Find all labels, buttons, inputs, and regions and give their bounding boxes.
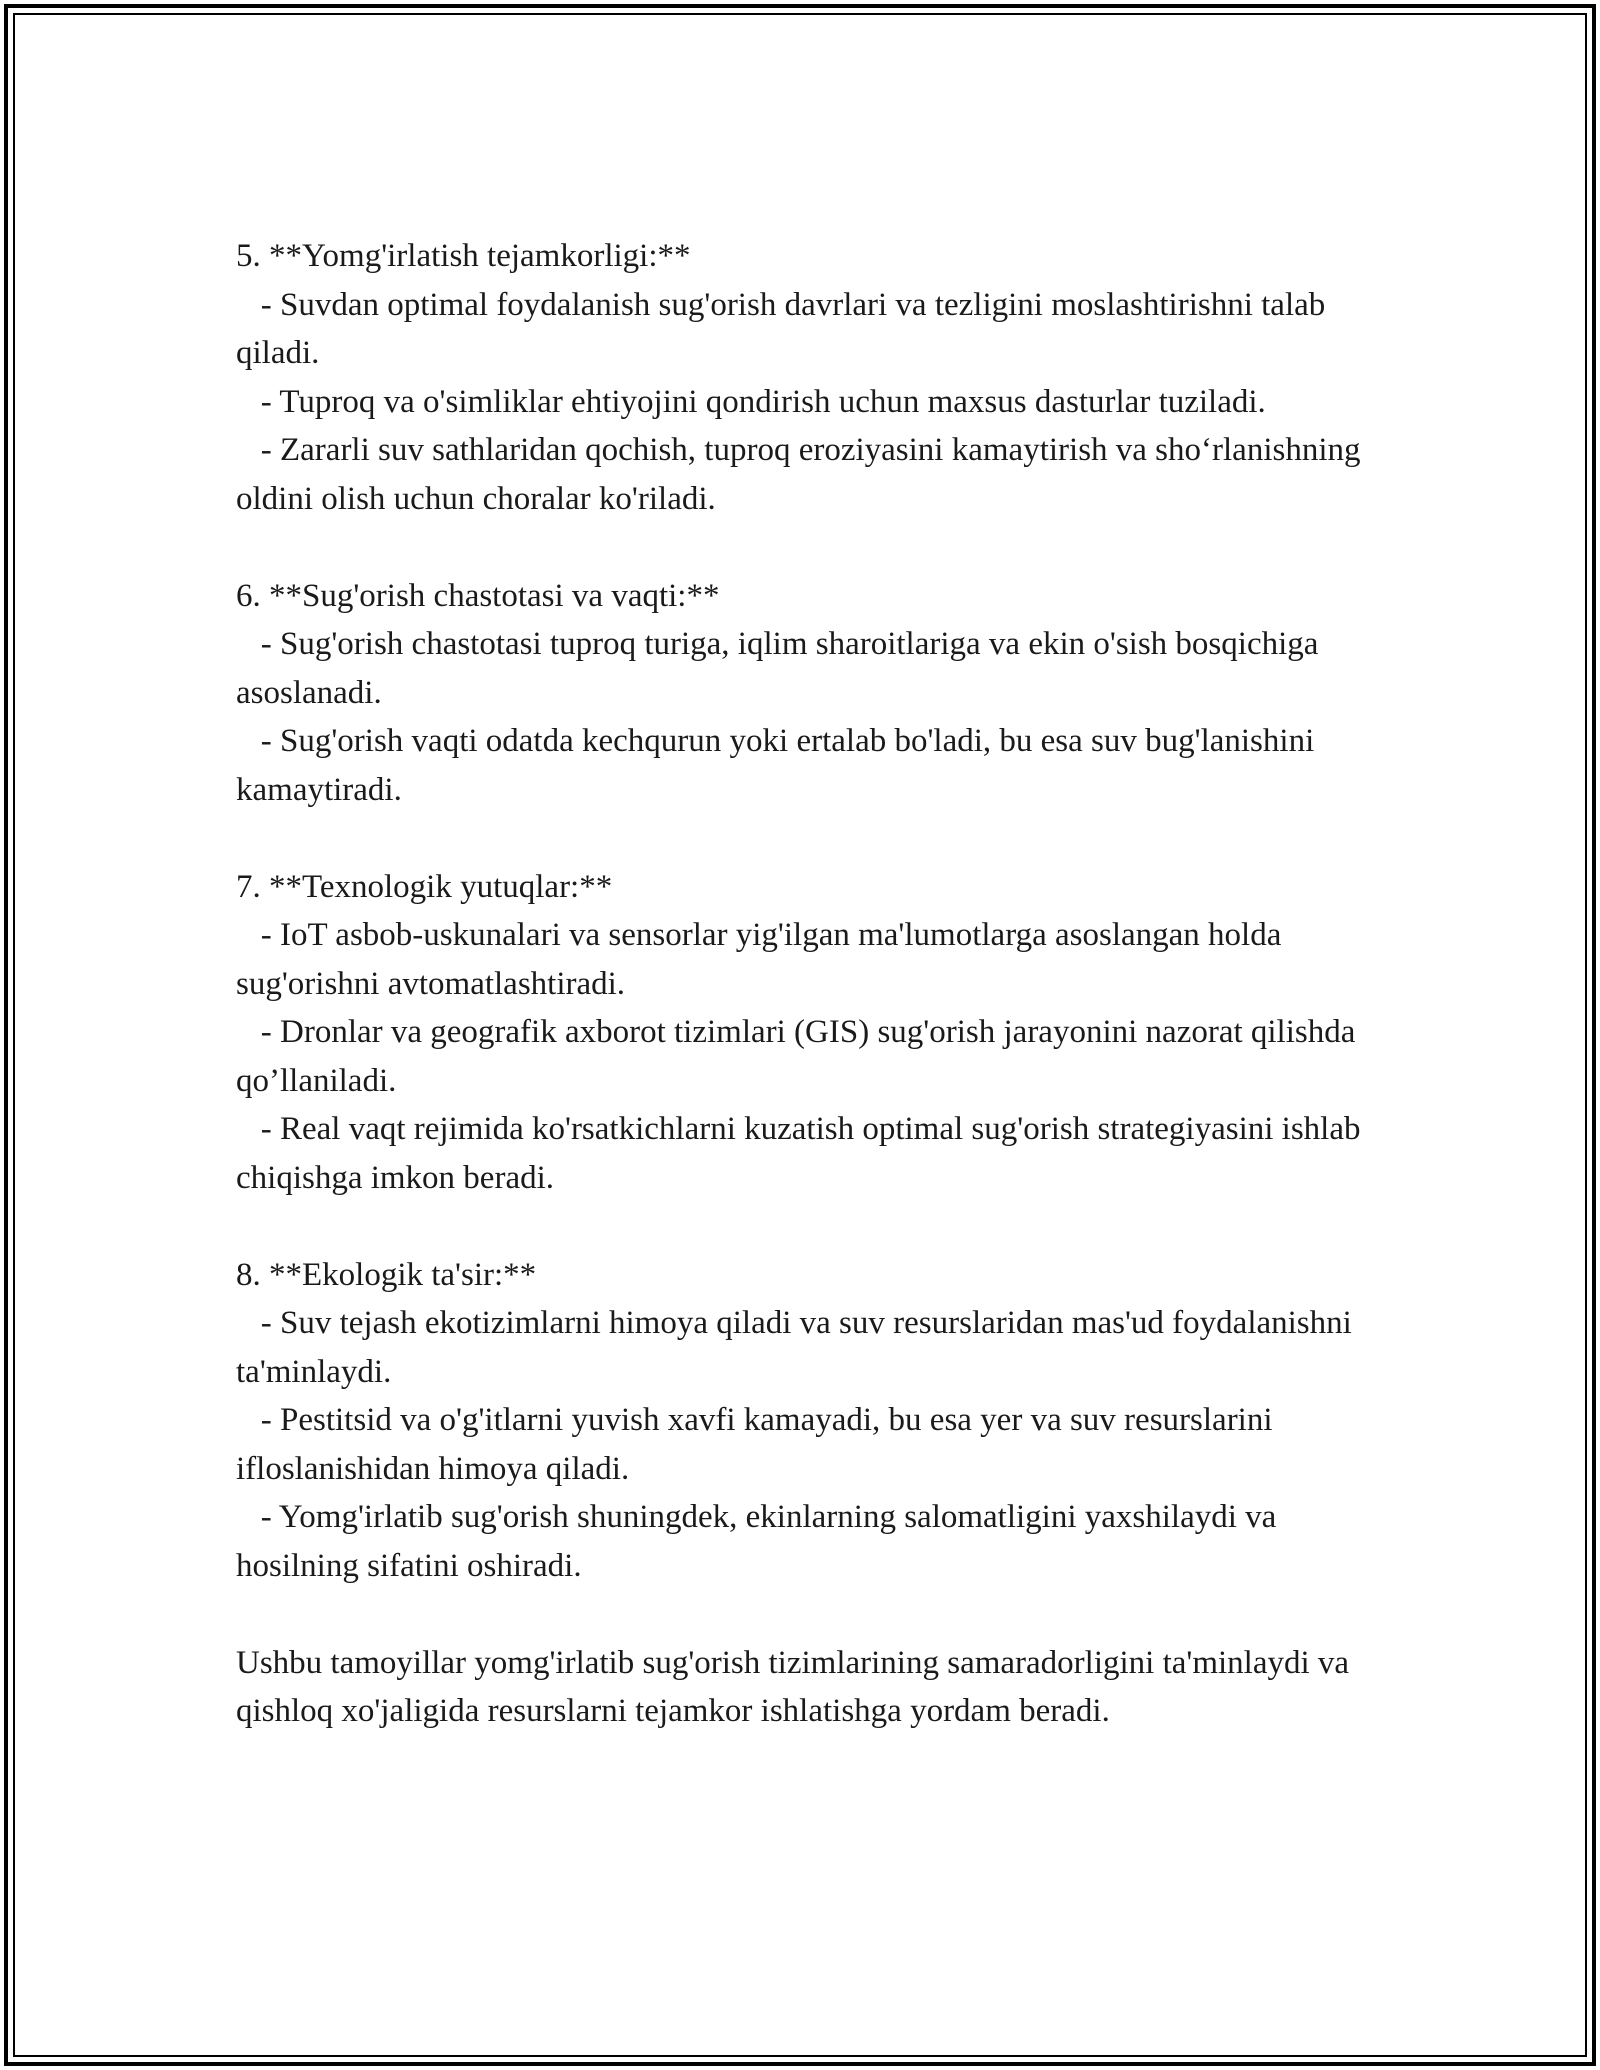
- section-7: [236, 863, 1396, 1203]
- bullet-item: - Real vaqt rejimida ko'rsatkichlarni kuzatish optimal sug'orish strategiyasini ishlab chiqishga imkon beradi.: [236, 1111, 1361, 1196]
- section-heading: 5. **Yomg'irlatish tejamkorligi:**: [236, 238, 691, 274]
- section-6: [236, 572, 1396, 815]
- bullet-item: - Suv tejash ekotizimlarni himoya qiladi va suv resurslaridan mas'ud foydalanishni ta'minlaydi.: [236, 1305, 1352, 1390]
- bullet-item: - Sug'orish chastotasi tuproq turiga, iqlim sharoitlariga va ekin o'sish bosqichiga asoslanadi.: [236, 626, 1319, 711]
- closing-paragraph: Ushbu tamoyillar yomg'irlatib sug'orish tizimlarining samaradorligini ta'minlaydi va qishloq xo'jaligida resurslarni tejamkor ishlatishga yordam beradi.: [236, 1644, 1350, 1729]
- bullet-item: - IoT asbob-uskunalari va sensorlar yig'ilgan ma'lumotlarga asoslangan holda sug'orishni avtomatlashtiradi.: [236, 917, 1282, 1002]
- bullet-item: - Sug'orish vaqti odatda kechqurun yoki ertalab bo'ladi, bu esa suv bug'lanishini kamaytiradi.: [236, 723, 1315, 808]
- bullet-item: - Tuproq va o'simliklar ehtiyojini qondirish uchun maxsus dasturlar tuziladi.: [236, 383, 1266, 420]
- document-body: [236, 232, 1396, 1736]
- section-heading: 6. **Sug'orish chastotasi va vaqti:**: [236, 577, 720, 614]
- bullet-item: - Yomg'irlatib sug'orish shuningdek, ekinlarning salomatligini yaxshilaydi va hosilning sifatini oshiradi.: [236, 1499, 1277, 1584]
- bullet-item: - Dronlar va geografik axborot tizimlari (GIS) sug'orish jarayonini nazorat qilishda qo’llaniladi.: [236, 1014, 1356, 1099]
- section-heading: 7. **Texnologik yutuqlar:**: [236, 868, 613, 905]
- section-heading: 8. **Ekologik ta'sir:**: [236, 1256, 537, 1293]
- section-5: [236, 232, 1396, 523]
- bullet-item: - Zararli suv sathlaridan qochish, tuproq eroziyasini kamaytirish va sho‘rlanishning oldini olish uchun choralar ko'riladi.: [236, 432, 1361, 517]
- bullet-item: - Pestitsid va o'g'itlarni yuvish xavfi kamayadi, bu esa yer va suv resurslarini ifloslanishidan himoya qiladi.: [236, 1402, 1273, 1487]
- section-8: [236, 1251, 1396, 1591]
- bullet-item: - Suvdan optimal foydalanish sug'orish davrlari va tezligini moslashtirishni talab qiladi.: [236, 286, 1326, 371]
